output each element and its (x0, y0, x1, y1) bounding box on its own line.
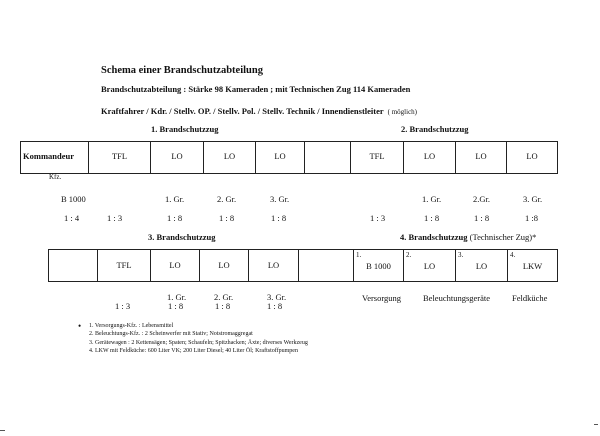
zug4-cell-2-label: LO (423, 261, 436, 271)
zug4-function-3: Feldküche (512, 293, 548, 303)
zug4-function-1: Versorgung (362, 293, 402, 303)
zug2-tfl-ratio: 1 : 3 (370, 213, 386, 223)
page-title: Schema einer Brandschutzabteilung (101, 65, 263, 76)
zug1-group-2: 2. Gr. (217, 194, 237, 204)
zug2-cell-lo-1-label: LO (423, 151, 436, 161)
kfz-label: Kfz. (49, 173, 62, 181)
zug4-cell-3-label: LO (475, 261, 488, 271)
zug3-cell-tfl (97, 249, 151, 282)
zug4-function-2: Beleuchtungsgeräte (423, 293, 491, 303)
zug3-ratio-3: 1 : 8 (267, 301, 283, 311)
zug3-group-3: 3. Gr. (267, 292, 287, 302)
staff-line (101, 101, 417, 119)
zug3-ratio-2: 1 : 8 (215, 301, 231, 311)
zug3-group-1: 1. Gr. (167, 292, 187, 302)
zug2-cell-tfl (350, 141, 404, 174)
zug4-cell-2-num: 2. (406, 251, 412, 259)
zug4-heading-note: (Technischer Zug)* (469, 232, 537, 242)
zug1-group-1: 1. Gr. (165, 194, 185, 204)
zug4-heading: 4. Brandschutzzug (400, 232, 468, 242)
zug3-cell-lo-2-label: LO (218, 260, 230, 270)
kommandeur-label: Kommandeur (23, 151, 74, 161)
zug3-heading: 3. Brandschutzzug (148, 232, 216, 242)
zug1-tfl-ratio: 1 : 3 (107, 213, 123, 223)
zug1-cell-lo-2-label: LO (223, 151, 236, 161)
zug3-group-2: 2. Gr. (214, 292, 234, 302)
zug3-cell-lo-2 (199, 249, 249, 282)
zug1-cell-lo-1 (150, 141, 204, 174)
zug2-cell-lo-3 (506, 141, 558, 174)
zug2-spacer-cell (304, 141, 351, 174)
zug3-cell-tfl-label: TFL (116, 260, 132, 270)
zug3-ratio-1: 1 : 8 (168, 301, 184, 311)
zug2-heading: 2. Brandschutzzug (401, 124, 469, 134)
zug3-cell-lo-1 (150, 249, 200, 282)
zug2-group-2: 2.Gr. (473, 194, 490, 204)
zug4-cell-1 (353, 249, 404, 282)
footnote-4: 4. LKW mit Feldküche: 600 Liter VK; 200 Liter Diesel; 40 Liter Öl; Kraftstoffpumpen (89, 348, 298, 354)
zug4-cell-3 (455, 249, 508, 282)
zug2-cell-lo-1 (403, 141, 456, 174)
zug3-cell-lo-3 (248, 249, 299, 282)
zug1-cell-lo-3-label: LO (274, 151, 286, 161)
zug2-cell-tfl-label: TFL (369, 151, 385, 161)
zug3-cell-lo-1-label: LO (169, 260, 181, 270)
footnote-2: 2. Beleuchtungs-Kfz. : 2 Scheinwerfer mit Stativ; Notstromaggregat (89, 331, 253, 337)
scan-mark-right (594, 424, 598, 425)
zug2-cell-lo-2 (455, 141, 507, 174)
zug1-vehicle: B 1000 (61, 194, 86, 204)
footnote-bullet: • (78, 321, 82, 331)
zug2-ratio-3: 1 :8 (525, 213, 538, 223)
zug4-cell-4 (507, 249, 558, 282)
zug4-cell-1-num: 1. (356, 251, 362, 259)
zug4-cell-3-num: 3. (458, 251, 464, 259)
zug1-ratio-3: 1 : 8 (271, 213, 287, 223)
zug2-group-3: 3. Gr. (523, 194, 543, 204)
zug2-ratio-1: 1 : 8 (424, 213, 440, 223)
zug4-cell-2 (403, 249, 456, 282)
zug2-group-1: 1. Gr. (422, 194, 442, 204)
kommandeur-cell (20, 141, 89, 174)
zug1-cell-lo-3 (255, 141, 305, 174)
zug3-cell-lo-3-label: LO (267, 260, 280, 270)
zug2-ratio-2: 1 : 8 (474, 213, 490, 223)
zug1-heading: 1. Brandschutzzug (151, 124, 219, 134)
staff-roles: Kraftfahrer / Kdr. / Stellv. OP. / Stellv. Pol. / Stellv. Technik / Innendienstleiter (101, 106, 384, 116)
zug1-cell-tfl-label: TFL (111, 151, 128, 161)
zug4-cell-1-label: B 1000 (366, 261, 391, 271)
zug1-group-3: 3. Gr. (270, 194, 290, 204)
zug1-ratio-1: 1 : 8 (167, 213, 183, 223)
zug2-cell-lo-3-label: LO (526, 151, 538, 161)
footnote-1: 1. Versorgungs-Kfz. : Lebensmittel (89, 323, 174, 329)
zug3-tfl-ratio: 1 : 3 (115, 301, 131, 311)
zug1-cell-lo-2 (203, 141, 256, 174)
zug4-cell-4-label: LKW (522, 261, 543, 271)
zug1-cell-lo-1-label: LO (171, 151, 183, 161)
zug1-vehicle-ratio: 1 : 4 (64, 213, 80, 223)
zug1-cell-tfl (88, 141, 151, 174)
zug1-ratio-2: 1 : 8 (219, 213, 235, 223)
subtitle: Brandschutzabteilung : Stärke 98 Kameraden ; mit Technischen Zug 114 Kameraden (101, 84, 411, 94)
zug4-spacer-cell (298, 249, 354, 282)
scan-mark-left (0, 430, 5, 431)
zug4-cell-4-num: 4. (510, 251, 516, 259)
zug4-heading-line (400, 232, 536, 242)
zug3-spacer-cell (48, 249, 98, 282)
staff-note: ( möglich) (387, 108, 418, 116)
footnote-3: 3. Gerätewagen : 2 Kettensägen; Spaten; Schaufeln; Spitzhacken; Äxte; diverses Werkzeug (89, 340, 308, 346)
zug2-cell-lo-2-label: LO (475, 151, 487, 161)
